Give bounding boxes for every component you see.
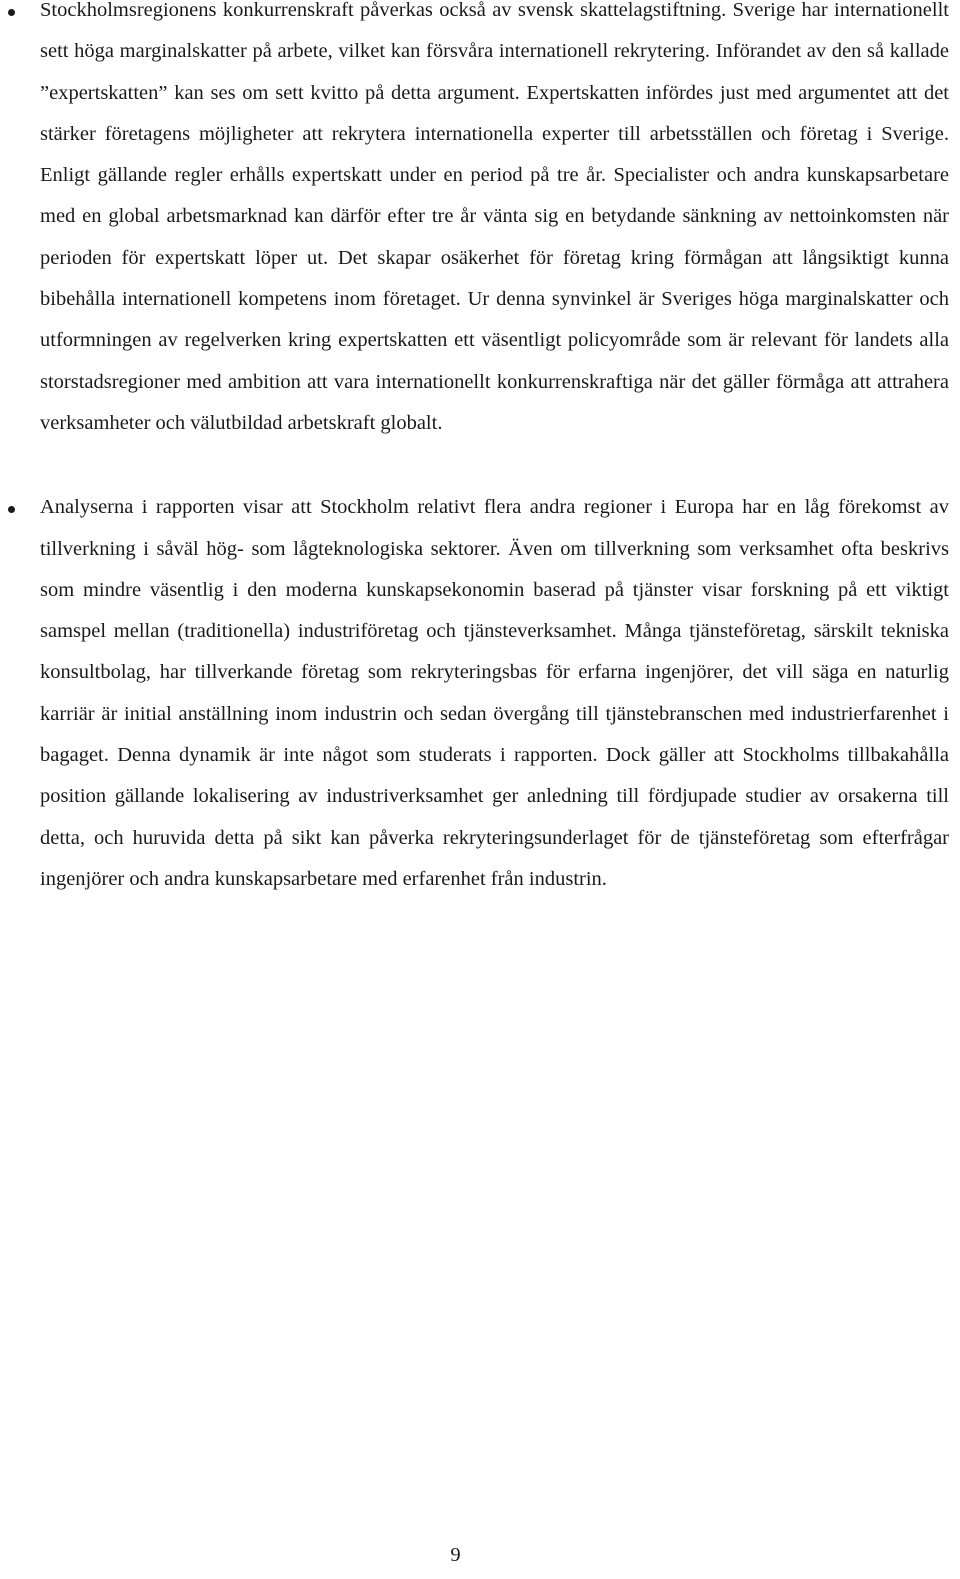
page-number: 9 — [450, 1544, 461, 1566]
bullet-item-tax — [0, 0, 960, 444]
bullet-dot-icon — [8, 506, 15, 513]
bullet-item-industry — [0, 487, 960, 900]
bullet-dot-icon — [8, 9, 15, 16]
bullet-paragraph: Stockholmsregionens konkurrenskraft påverkas också av svensk skattelagstiftning. Sverige har internationellt sett höga marginalskatter på arbete, vilket kan försvåra internationell rekrytering. Införandet av den så kallade ”expertskatten” kan ses om sett kvitto på detta argument. Expertskatten infördes just med argumentet att det stärker företagens möjligheter att rekrytera internationella experter till arbetsställen och företag i Sverige. Enligt gällande regler erhålls expertskatt under en period på tre år. Specialister och andra kunskapsarbetare med en global arbetsmarknad kan därför efter tre år vänta sig en betydande sänkning av nettoinkomsten när perioden för expertskatt löper ut. Det skapar osäkerhet för företag kring förmågan att långsiktigt kunna bibehålla internationell kompetens inom företaget. Ur denna synvinkel är Sveriges höga marginalskatter och utformningen av regelverken kring expertskatten ett väsentligt policyområde som är relevant för landets alla storstadsregioner med ambition att vara internationellt konkurrenskraftiga när det gäller förmåga att attrahera verksamheter och välutbildad arbetskraft globalt. — [40, 0, 949, 434]
bullet-paragraph: Analyserna i rapporten visar att Stockholm relativt flera andra regioner i Europa har en låg förekomst av tillverkning i såväl hög- som lågteknologiska sektorer. Även om tillverkning som verksamhet ofta beskrivs som mindre väsentlig i den moderna kunskapsekonomin baserad på tjänster visar forskning på ett viktigt samspel mellan (traditionella) industriföretag och tjänsteverksamhet. Många tjänsteföretag, särskilt tekniska konsultbolag, har tillverkande företag som rekryteringsbas för erfarna ingenjörer, det vill säga en naturlig karriär är initial anställning inom industrin och sedan övergång till tjänstebranschen med industrierfarenhet i bagaget. Denna dynamik är inte något som studerats i rapporten. Dock gäller att Stockholms tillbakahålla position gällande lokalisering av industriverksamhet ger anledning till fördjupade studier av orsakerna till detta, och huruvida detta på sikt kan påverka rekryteringsunderlaget för de tjänsteföretag som efterfrågar ingenjörer och andra kunskapsarbetare med erfarenhet från industrin. — [40, 496, 949, 890]
